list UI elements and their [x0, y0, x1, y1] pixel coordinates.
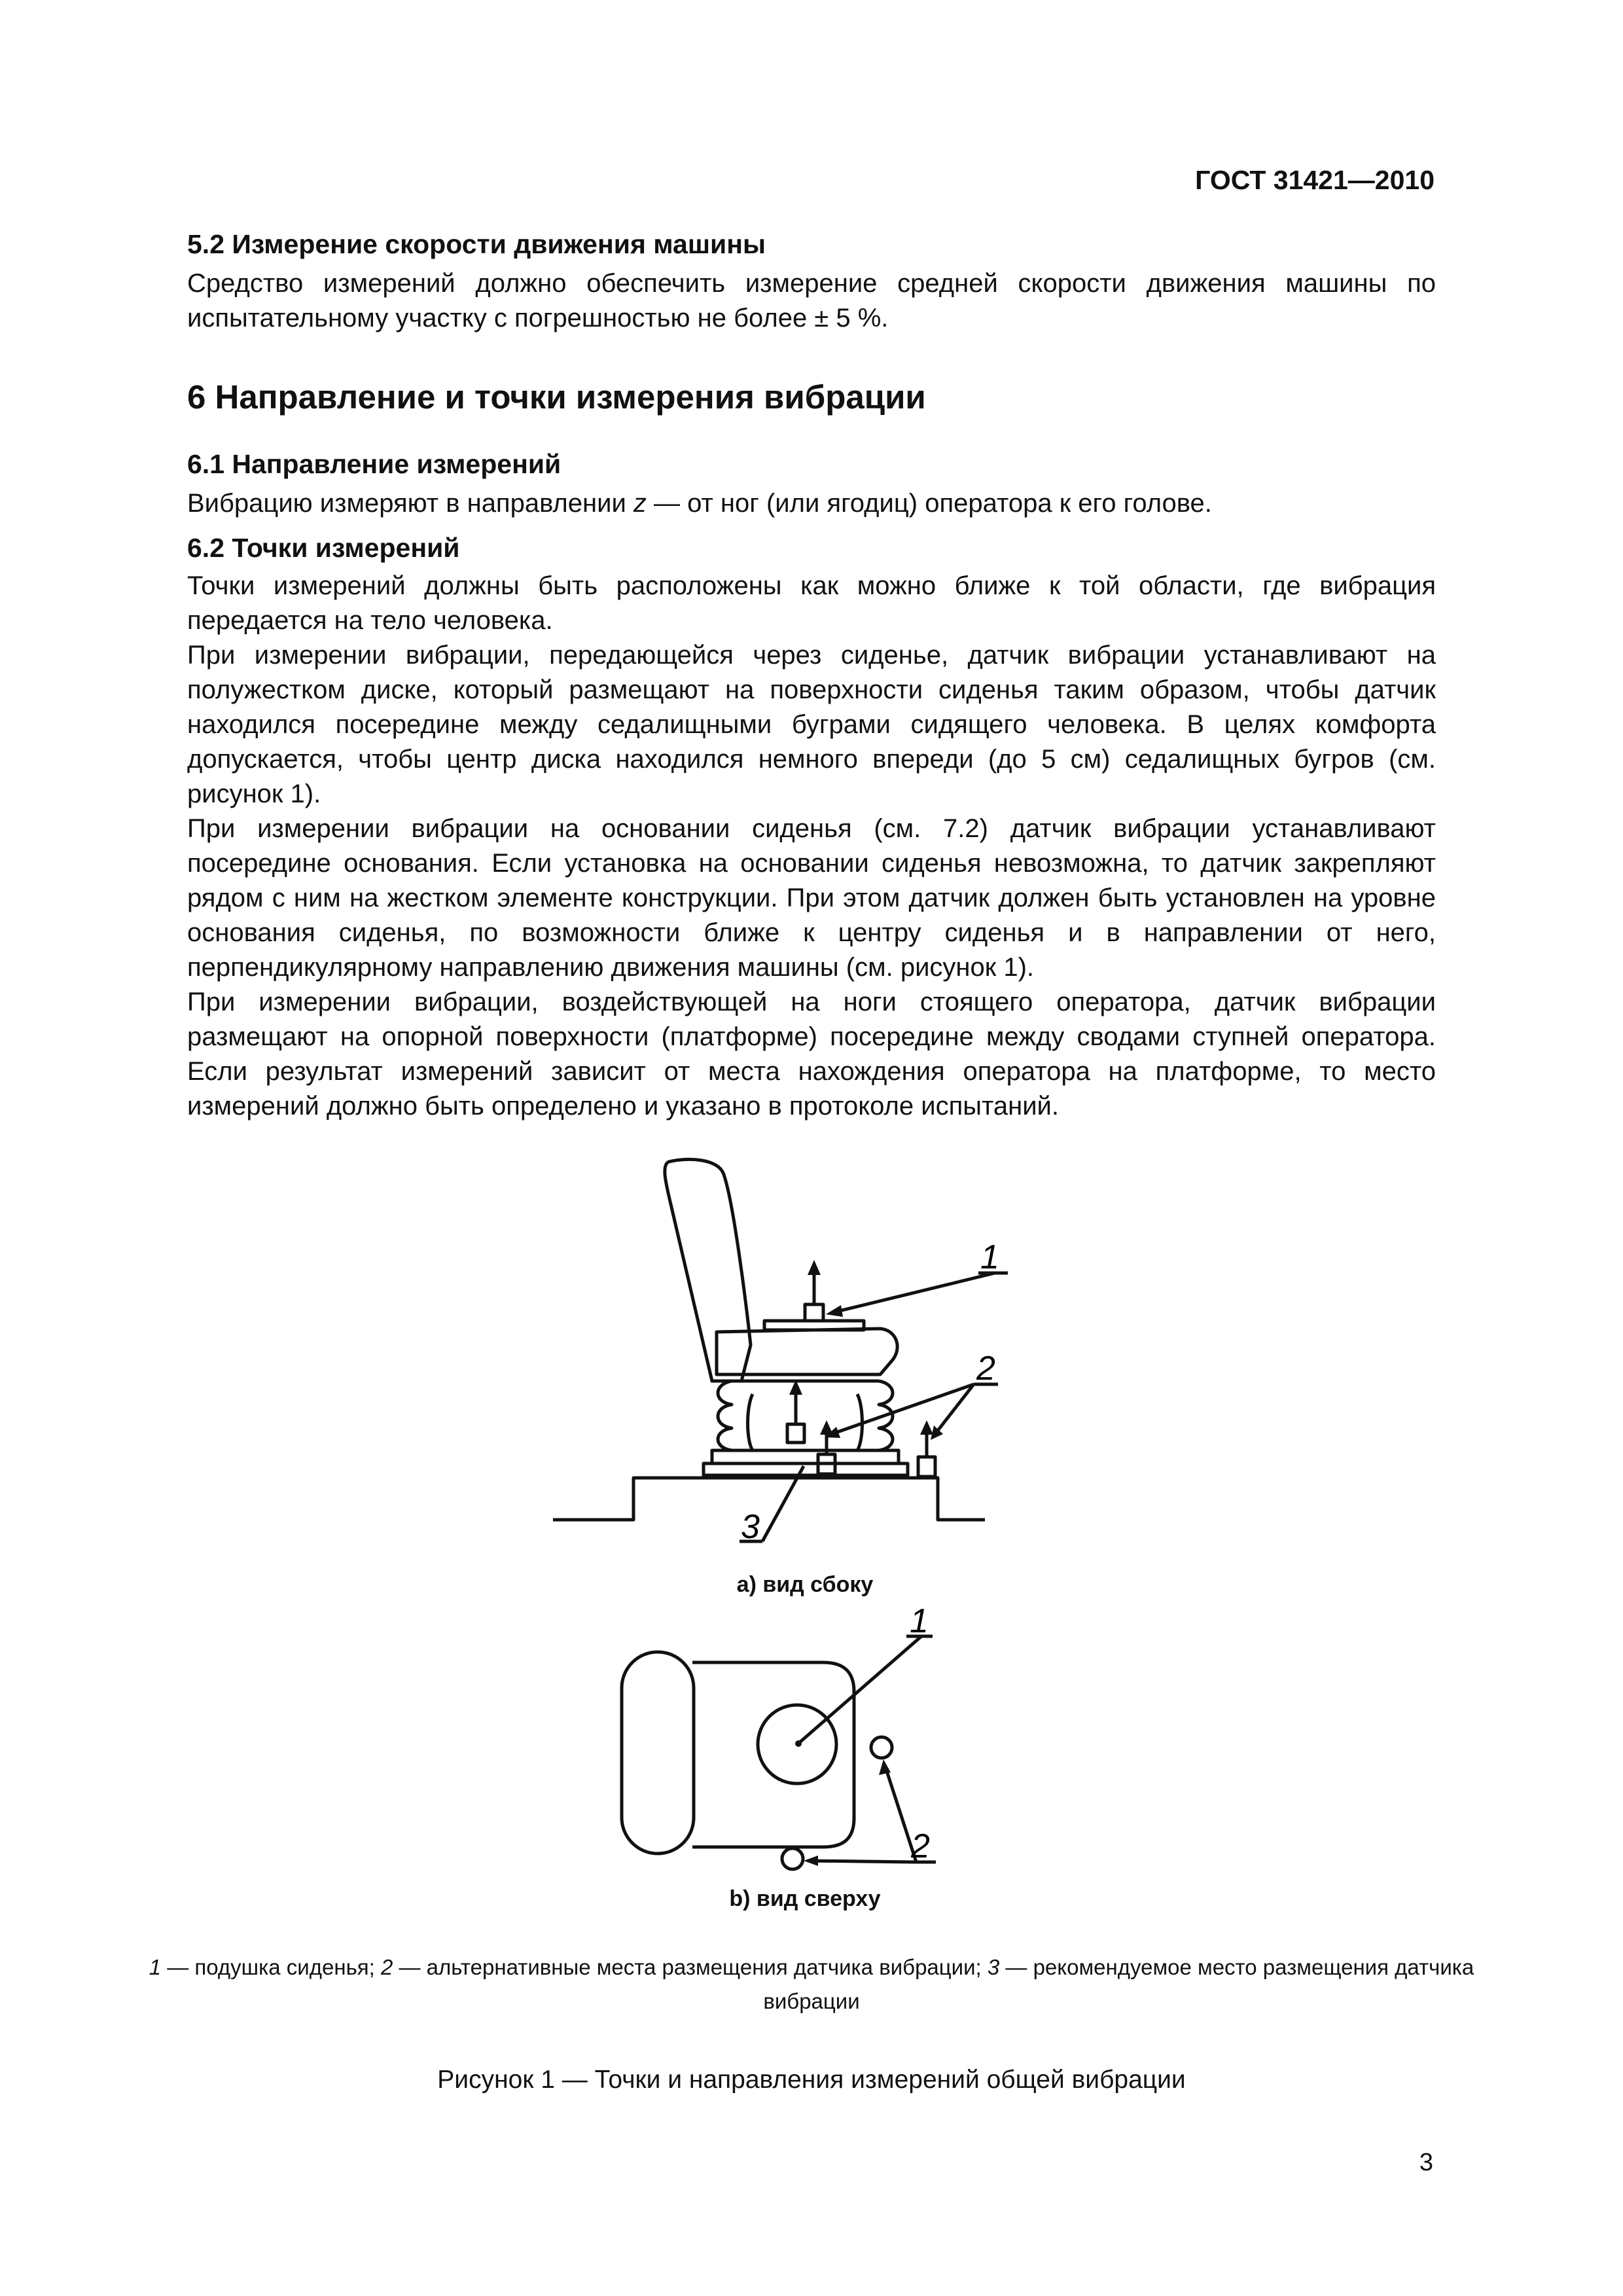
seat-base-upper — [712, 1450, 899, 1463]
document-code: ГОСТ 31421—2010 — [1195, 165, 1435, 195]
figure-caption: Рисунок 1 — Точки и направления измерений общей вибрации — [437, 2066, 1186, 2094]
figure-side-view — [537, 1139, 1008, 1558]
sensor-mid — [787, 1424, 804, 1443]
figure-label-side: a) вид сбоку — [736, 1572, 874, 1597]
callout-2-side: 2 — [976, 1350, 995, 1388]
legend-num-3: 3 — [987, 1955, 1000, 1979]
figure-legend — [131, 1950, 1492, 2018]
section-6-2-para-1: Точки измерений должны быть расположены как можно ближе к той области, где вибрация передается на тело человека. — [187, 571, 1436, 635]
leader-1 — [831, 1273, 995, 1313]
legend-num-2: 2 — [380, 1955, 393, 1979]
axis-z: z — [633, 489, 647, 518]
seat-base-lower — [704, 1463, 908, 1475]
page-number: 3 — [1419, 2149, 1433, 2176]
ground-line — [553, 1478, 985, 1520]
callout-3-side: 3 — [741, 1508, 760, 1546]
legend-num-1: 1 — [149, 1955, 162, 1979]
legend-text-1: — подушка сиденья; — [161, 1955, 381, 1979]
section-6-2-title: 6.2 Точки измерений — [187, 533, 460, 563]
seat-cushion-top — [692, 1662, 854, 1847]
section-6-1-title: 6.1 Направление измерений — [187, 449, 562, 479]
page-body — [187, 229, 1436, 1124]
figure-top-view — [602, 1597, 955, 1885]
callout-1-side: 1 — [980, 1238, 999, 1276]
sensor-cushion — [805, 1304, 823, 1321]
section-5-2-para: Средство измерений должно обеспечить измерение средней скорости движения машины по испытательному участку с погрешностью не более ± 5 %. — [187, 269, 1436, 332]
figure-label-top: b) вид сверху — [729, 1886, 881, 1911]
legend-text-2: — альтернативные места размещения датчика вибрации; — [393, 1955, 988, 1979]
s61-text-a: Вибрацию измеряют в направлении — [187, 489, 633, 518]
section-6-2-para-4: При измерении вибрации, воздействующей на ноги стоящего оператора, датчик вибрации размещают на опорной поверхности (платформе) посередине между сводами ступней оператора. Если результат измерений зависит от места нахождения оператора на платформе, то место измерений должно быть определено и указано в протоколе испытаний. — [187, 988, 1436, 1121]
s61-text-b: — от ног (или ягодиц) оператора к его голове. — [646, 489, 1212, 518]
seat-backrest — [665, 1159, 751, 1381]
legend-text-3: — рекомендуемое место размещения датчика вибрации — [763, 1955, 1474, 2013]
section-6-title: 6 Направление и точки измерения вибрации — [187, 378, 926, 416]
sensor-alt-bottom-top — [782, 1848, 803, 1869]
section-6-1-para — [187, 486, 1436, 521]
sensor-alt-right-top — [871, 1737, 892, 1758]
callout-1-top: 1 — [910, 1602, 929, 1640]
leader-1-top — [800, 1636, 921, 1742]
seat-backrest-top — [622, 1652, 694, 1854]
section-6-2-para-2: При измерении вибрации, передающейся через сиденье, датчик вибрации устанавливают на полужестком диске, который размещают на поверхности сиденья таким образом, чтобы датчик находился посередине между седалищными буграми сидящего человека. В целях комфорта допускается, чтобы центр диска находился немного впереди (до 5 см) седалищных бугров (см. рисунок 1). — [187, 641, 1436, 808]
suspension-bellows-left — [718, 1381, 732, 1450]
leader-2-top-b — [808, 1861, 916, 1862]
sensor-floor — [918, 1457, 935, 1477]
callout-2-top: 2 — [911, 1827, 930, 1865]
section-5-2-title: 5.2 Измерение скорости движения машины — [187, 229, 766, 259]
section-6-2-para-3: При измерении вибрации на основании сиденья (см. 7.2) датчик вибрации устанавливают посередине основания. Если установка на основании сиденья невозможна, то датчик закрепляют рядом с ним на жестком элементе конструкции. При этом датчик должен быть установлен на уровне основания сиденья, по возможности ближе к центру сиденья и в направлении от него, перпендикулярному направлению движения машины (см. рисунок 1). — [187, 814, 1436, 982]
